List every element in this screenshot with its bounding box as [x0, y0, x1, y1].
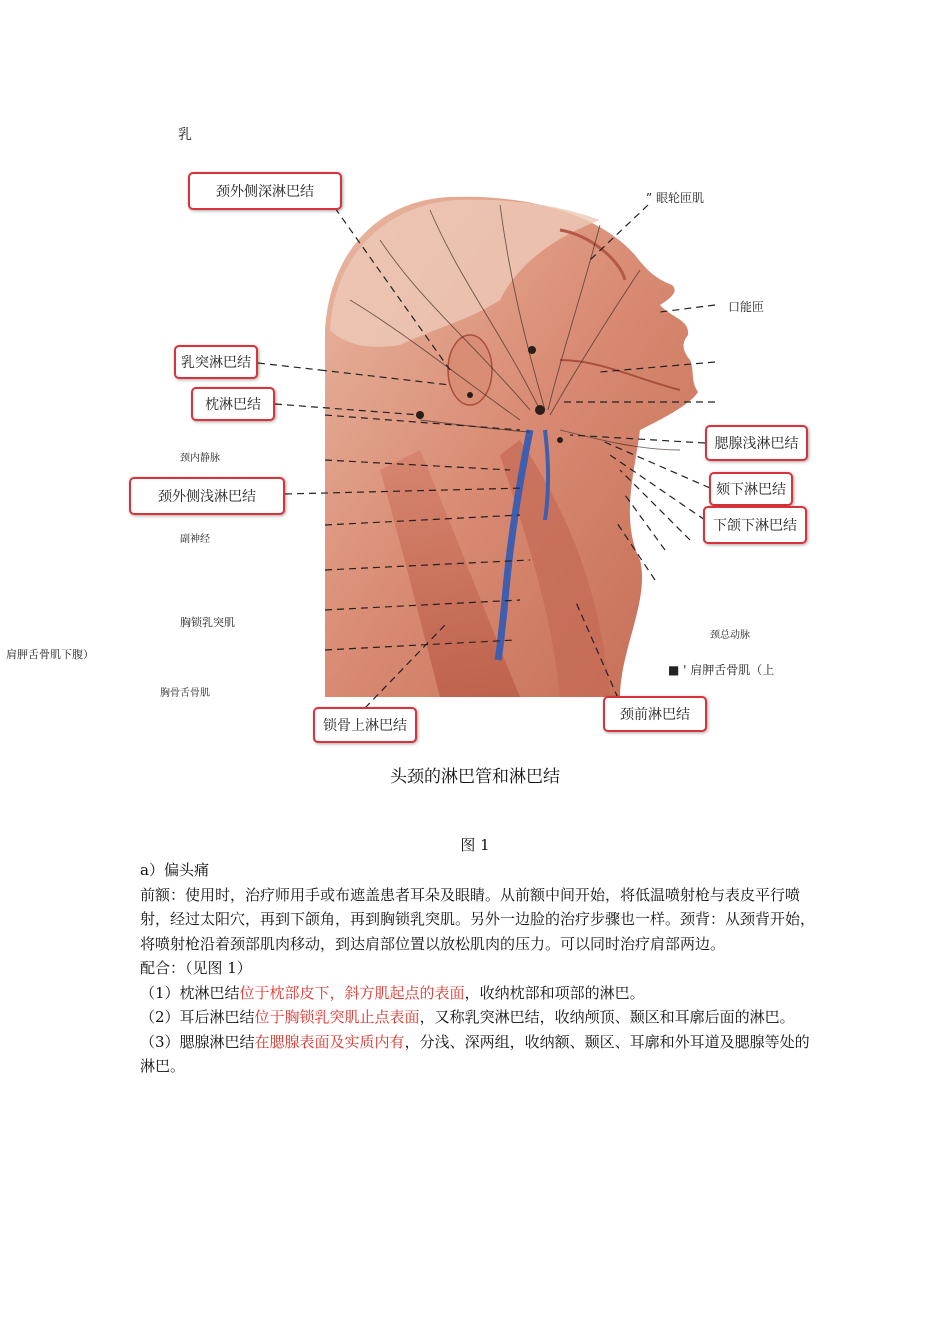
- label-occipital-nodes: 枕淋巴结: [191, 387, 275, 421]
- top-mark: 乳: [178, 127, 192, 143]
- label-superficial-lateral-cervical-nodes: 颈外侧浅淋巴结: [129, 477, 285, 515]
- label-anterior-cervical-nodes: 颈前淋巴结: [603, 696, 707, 732]
- paragraph-coordination: 配合：（见图 1）: [140, 959, 252, 977]
- label-sternohyoid: 胸骨舌骨肌: [160, 688, 210, 699]
- body-text: [140, 858, 815, 1079]
- section-heading: a）偏头痛: [140, 861, 209, 879]
- label-parotid-superficial-nodes: 腮腺浅淋巴结: [705, 425, 808, 461]
- label-omohyoid-inferior: 肩胛舌骨肌下腹）: [6, 648, 94, 661]
- label-submental-nodes: 颏下淋巴结: [709, 472, 793, 506]
- label-mastoid-nodes: 乳突淋巴结: [174, 345, 258, 379]
- label-common-carotid: 颈总动脉: [710, 630, 750, 641]
- item-occipital: （1）枕淋巴结位于枕部皮下，斜方肌起点的表面，收纳枕部和项部的淋巴。: [140, 983, 645, 1002]
- label-accessory-nerve: 副神经: [180, 534, 210, 545]
- label-orbicularis-oculi: ” 眼轮匝肌: [646, 191, 705, 205]
- label-orbicularis-oris: 口能匝: [728, 300, 765, 314]
- label-sternocleidomastoid: 胸锁乳突肌: [180, 616, 235, 629]
- item-parotid: （3）腮腺淋巴结在腮腺表面及实质内有，分浅、深两组，收纳额、颞区、耳廓和外耳道及腮腺等处的淋巴。: [140, 1032, 810, 1075]
- label-deep-lateral-cervical-nodes: 颈外侧深淋巴结: [188, 172, 342, 210]
- figure-caption: 头颈的淋巴管和淋巴结: [390, 767, 560, 787]
- item-retroauricular: （2）耳后淋巴结位于胸锁乳突肌止点表面，又称乳突淋巴结，收纳颅顶、颞区和耳廓后面的淋巴。: [140, 1008, 795, 1026]
- label-omohyoid-superior: ■ ' 肩胛舌骨肌（上: [668, 663, 775, 677]
- label-internal-jugular: 颈内静脉: [180, 453, 220, 464]
- label-supraclavicular-nodes: 锁骨上淋巴结: [313, 707, 417, 743]
- figure-number: 图 1: [460, 836, 490, 854]
- paragraph-forehead: 前额：使用时，治疗师用手或布遮盖患者耳朵及眼睛。从前额中间开始，将低温喷射枪与表皮平行喷射，经过太阳穴，再到下颌角，再到胸锁乳突肌。另外一边脸的治疗步骤也一样。颈背：从颈背开始，将喷射枪沿着颈部肌肉移动，到达肩部位置以放松肌肉的压力。可以同时治疗肩部两边。: [140, 885, 816, 953]
- label-submandibular-nodes: 下颌下淋巴结: [703, 506, 807, 544]
